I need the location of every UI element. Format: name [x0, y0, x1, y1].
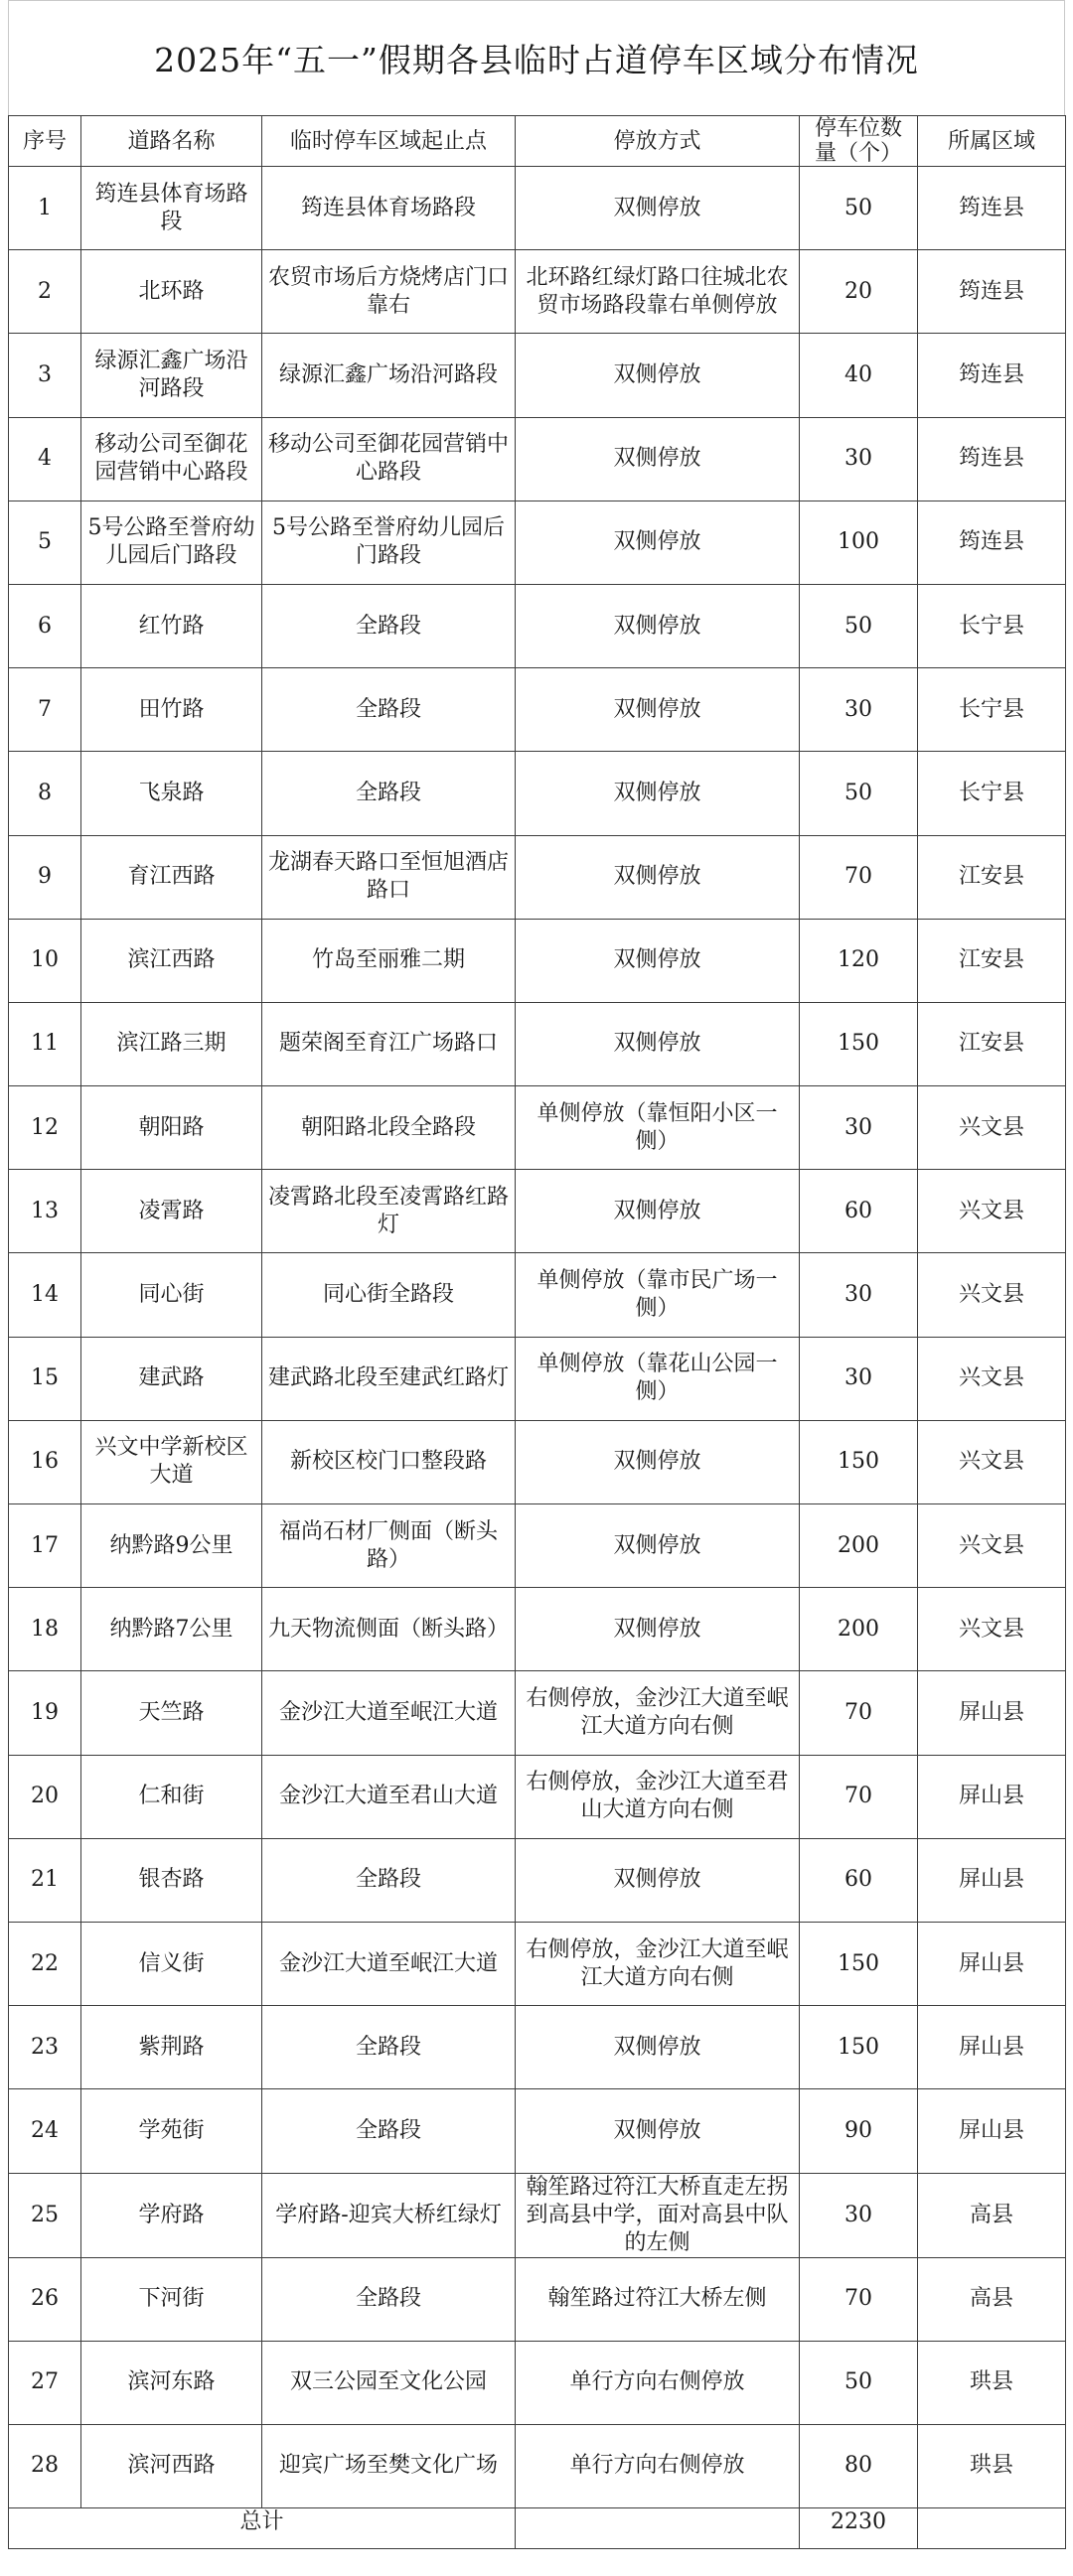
cell-index: 9 [9, 835, 81, 919]
cell-road-name: 紫荆路 [81, 2006, 262, 2089]
cell-county: 屏山县 [918, 1922, 1066, 2005]
cell-index: 27 [9, 2341, 81, 2424]
header-road-name: 道路名称 [81, 116, 262, 167]
table-row [9, 1588, 1066, 1671]
cell-parking-method: 双侧停放 [516, 668, 800, 752]
table-body [9, 167, 1066, 2549]
cell-parking-area: 农贸市场后方烧烤店门口靠右 [262, 250, 516, 334]
cell-county: 兴文县 [918, 1588, 1066, 1671]
table-row [9, 1504, 1066, 1588]
cell-parking-method: 双侧停放 [516, 417, 800, 501]
cell-parking-area: 福尚石材厂侧面（断头路） [262, 1504, 516, 1588]
cell-county: 屏山县 [918, 1755, 1066, 1838]
cell-space-count: 50 [800, 752, 918, 835]
cell-county: 江安县 [918, 919, 1066, 1002]
cell-parking-area: 学府路-迎宾大桥红绿灯 [262, 2173, 516, 2257]
cell-parking-area: 九天物流侧面（断头路） [262, 1588, 516, 1671]
cell-index: 16 [9, 1420, 81, 1503]
cell-space-count: 120 [800, 919, 918, 1002]
parking-table [8, 115, 1066, 2549]
cell-space-count: 50 [800, 584, 918, 667]
total-value: 2230 [800, 2508, 918, 2549]
cell-parking-area: 朝阳路北段全路段 [262, 1086, 516, 1170]
cell-county: 筠连县 [918, 417, 1066, 501]
cell-space-count: 150 [800, 1922, 918, 2005]
table-row [9, 1838, 1066, 1922]
cell-county: 珙县 [918, 2341, 1066, 2424]
cell-parking-method: 双侧停放 [516, 1170, 800, 1253]
table-row [9, 501, 1066, 584]
table-header-row [9, 116, 1066, 167]
cell-road-name: 信义街 [81, 1922, 262, 2005]
table-row [9, 2173, 1066, 2257]
cell-road-name: 滨江路三期 [81, 1002, 262, 1085]
cell-parking-method: 双侧停放 [516, 167, 800, 250]
cell-parking-method: 单侧停放（靠恒阳小区一侧） [516, 1086, 800, 1170]
cell-index: 18 [9, 1588, 81, 1671]
cell-county: 屏山县 [918, 1671, 1066, 1755]
cell-index: 1 [9, 167, 81, 250]
cell-road-name: 建武路 [81, 1337, 262, 1420]
cell-index: 7 [9, 668, 81, 752]
cell-parking-method: 翰笙路过符江大桥左侧 [516, 2257, 800, 2341]
cell-space-count: 30 [800, 1253, 918, 1337]
cell-index: 19 [9, 1671, 81, 1755]
cell-space-count: 150 [800, 1002, 918, 1085]
cell-county: 兴文县 [918, 1504, 1066, 1588]
cell-road-name: 仁和街 [81, 1755, 262, 1838]
table-row [9, 1922, 1066, 2005]
cell-road-name: 同心街 [81, 1253, 262, 1337]
cell-space-count: 60 [800, 1170, 918, 1253]
cell-county: 江安县 [918, 1002, 1066, 1085]
page-title: 2025年“五一”假期各县临时占道停车区域分布情况 [8, 0, 1065, 115]
cell-parking-area: 全路段 [262, 2006, 516, 2089]
cell-parking-method: 右侧停放，金沙江大道至岷江大道方向右侧 [516, 1671, 800, 1755]
cell-county: 珙县 [918, 2424, 1066, 2507]
cell-space-count: 150 [800, 1420, 918, 1503]
cell-space-count: 150 [800, 2006, 918, 2089]
cell-road-name: 下河街 [81, 2257, 262, 2341]
cell-county: 屏山县 [918, 2006, 1066, 2089]
cell-road-name: 5号公路至誉府幼儿园后门路段 [81, 501, 262, 584]
cell-parking-area: 全路段 [262, 668, 516, 752]
cell-index: 11 [9, 1002, 81, 1085]
cell-space-count: 30 [800, 668, 918, 752]
table-row [9, 919, 1066, 1002]
cell-parking-area: 金沙江大道至君山大道 [262, 1755, 516, 1838]
cell-road-name: 筠连县体育场路段 [81, 167, 262, 250]
cell-space-count: 200 [800, 1504, 918, 1588]
cell-county: 江安县 [918, 835, 1066, 919]
header-parking-method: 停放方式 [516, 116, 800, 167]
total-row [9, 2508, 1066, 2549]
cell-road-name: 北环路 [81, 250, 262, 334]
cell-parking-method: 翰笙路过符江大桥直走左拐到高县中学，面对高县中队的左侧 [516, 2173, 800, 2257]
header-index: 序号 [9, 116, 81, 167]
cell-county: 高县 [918, 2173, 1066, 2257]
cell-parking-area: 金沙江大道至岷江大道 [262, 1922, 516, 2005]
cell-parking-area: 全路段 [262, 584, 516, 667]
cell-index: 20 [9, 1755, 81, 1838]
cell-index: 12 [9, 1086, 81, 1170]
cell-space-count: 90 [800, 2089, 918, 2173]
cell-county: 屏山县 [918, 2089, 1066, 2173]
cell-parking-area: 建武路北段至建武红路灯 [262, 1337, 516, 1420]
cell-parking-area: 全路段 [262, 752, 516, 835]
cell-parking-method: 单行方向右侧停放 [516, 2424, 800, 2507]
table-row [9, 417, 1066, 501]
cell-road-name: 红竹路 [81, 584, 262, 667]
cell-parking-method: 双侧停放 [516, 835, 800, 919]
cell-road-name: 朝阳路 [81, 1086, 262, 1170]
cell-index: 23 [9, 2006, 81, 2089]
cell-road-name: 学苑街 [81, 2089, 262, 2173]
total-spacer [516, 2508, 800, 2549]
cell-road-name: 纳黔路9公里 [81, 1504, 262, 1588]
cell-space-count: 60 [800, 1838, 918, 1922]
cell-parking-method: 双侧停放 [516, 1420, 800, 1503]
cell-road-name: 凌霄路 [81, 1170, 262, 1253]
cell-parking-area: 全路段 [262, 1838, 516, 1922]
table-row [9, 334, 1066, 417]
table-row [9, 2341, 1066, 2424]
cell-parking-area: 双三公园至文化公园 [262, 2341, 516, 2424]
cell-space-count: 50 [800, 2341, 918, 2424]
cell-road-name: 学府路 [81, 2173, 262, 2257]
cell-space-count: 70 [800, 1671, 918, 1755]
table-row [9, 1086, 1066, 1170]
cell-road-name: 育江西路 [81, 835, 262, 919]
cell-road-name: 飞泉路 [81, 752, 262, 835]
cell-road-name: 纳黔路7公里 [81, 1588, 262, 1671]
cell-index: 6 [9, 584, 81, 667]
table-row [9, 1253, 1066, 1337]
cell-county: 长宁县 [918, 584, 1066, 667]
cell-parking-area: 同心街全路段 [262, 1253, 516, 1337]
cell-space-count: 30 [800, 2173, 918, 2257]
cell-parking-area: 5号公路至誉府幼儿园后门路段 [262, 501, 516, 584]
cell-space-count: 70 [800, 2257, 918, 2341]
cell-county: 筠连县 [918, 501, 1066, 584]
table-row [9, 2257, 1066, 2341]
cell-parking-area: 全路段 [262, 2257, 516, 2341]
table-row [9, 167, 1066, 250]
cell-county: 筠连县 [918, 250, 1066, 334]
cell-county: 高县 [918, 2257, 1066, 2341]
cell-parking-method: 双侧停放 [516, 752, 800, 835]
cell-index: 28 [9, 2424, 81, 2507]
table-row [9, 1755, 1066, 1838]
cell-parking-area: 新校区校门口整段路 [262, 1420, 516, 1503]
cell-parking-area: 迎宾广场至樊文化广场 [262, 2424, 516, 2507]
cell-index: 5 [9, 501, 81, 584]
cell-county: 长宁县 [918, 752, 1066, 835]
cell-space-count: 100 [800, 501, 918, 584]
table-row [9, 668, 1066, 752]
table-row [9, 1420, 1066, 1503]
cell-parking-area: 全路段 [262, 2089, 516, 2173]
document-sheet [8, 0, 1065, 2576]
cell-space-count: 20 [800, 250, 918, 334]
cell-index: 26 [9, 2257, 81, 2341]
cell-parking-area: 绿源汇鑫广场沿河路段 [262, 334, 516, 417]
cell-road-name: 滨河西路 [81, 2424, 262, 2507]
cell-index: 21 [9, 1838, 81, 1922]
table-row [9, 250, 1066, 334]
cell-county: 兴文县 [918, 1253, 1066, 1337]
cell-parking-area: 移动公司至御花园营销中心路段 [262, 417, 516, 501]
cell-index: 2 [9, 250, 81, 334]
table-row [9, 1337, 1066, 1420]
cell-parking-method: 北环路红绿灯路口往城北农贸市场路段靠右单侧停放 [516, 250, 800, 334]
cell-parking-method: 双侧停放 [516, 1504, 800, 1588]
cell-county: 兴文县 [918, 1170, 1066, 1253]
cell-county: 筠连县 [918, 167, 1066, 250]
cell-space-count: 30 [800, 417, 918, 501]
table-row [9, 1671, 1066, 1755]
table-row [9, 1002, 1066, 1085]
cell-parking-area: 筠连县体育场路段 [262, 167, 516, 250]
cell-road-name: 田竹路 [81, 668, 262, 752]
cell-parking-area: 题荣阁至育江广场路口 [262, 1002, 516, 1085]
cell-space-count: 40 [800, 334, 918, 417]
cell-space-count: 80 [800, 2424, 918, 2507]
total-empty [918, 2508, 1066, 2549]
cell-parking-method: 右侧停放，金沙江大道至君山大道方向右侧 [516, 1755, 800, 1838]
table-row [9, 2006, 1066, 2089]
header-parking-area: 临时停车区域起止点 [262, 116, 516, 167]
cell-county: 屏山县 [918, 1838, 1066, 1922]
cell-space-count: 30 [800, 1337, 918, 1420]
cell-parking-method: 单侧停放（靠花山公园一侧） [516, 1337, 800, 1420]
cell-index: 17 [9, 1504, 81, 1588]
cell-space-count: 200 [800, 1588, 918, 1671]
table-row [9, 584, 1066, 667]
cell-parking-method: 单行方向右侧停放 [516, 2341, 800, 2424]
cell-index: 4 [9, 417, 81, 501]
table-row [9, 1170, 1066, 1253]
header-county: 所属区域 [918, 116, 1066, 167]
cell-road-name: 银杏路 [81, 1838, 262, 1922]
cell-parking-method: 双侧停放 [516, 2006, 800, 2089]
cell-road-name: 天竺路 [81, 1671, 262, 1755]
cell-parking-method: 双侧停放 [516, 2089, 800, 2173]
table-row [9, 835, 1066, 919]
cell-county: 兴文县 [918, 1420, 1066, 1503]
cell-space-count: 30 [800, 1086, 918, 1170]
cell-county: 兴文县 [918, 1086, 1066, 1170]
cell-index: 25 [9, 2173, 81, 2257]
cell-index: 8 [9, 752, 81, 835]
cell-parking-method: 单侧停放（靠市民广场一侧） [516, 1253, 800, 1337]
header-space-count: 停车位数量（个） [800, 116, 918, 167]
cell-parking-area: 金沙江大道至岷江大道 [262, 1671, 516, 1755]
cell-index: 22 [9, 1922, 81, 2005]
cell-road-name: 移动公司至御花园营销中心路段 [81, 417, 262, 501]
cell-road-name: 滨河东路 [81, 2341, 262, 2424]
table-row [9, 752, 1066, 835]
cell-space-count: 70 [800, 1755, 918, 1838]
cell-road-name: 绿源汇鑫广场沿河路段 [81, 334, 262, 417]
cell-road-name: 滨江西路 [81, 919, 262, 1002]
cell-index: 24 [9, 2089, 81, 2173]
cell-space-count: 50 [800, 167, 918, 250]
cell-parking-area: 龙湖春天路口至恒旭酒店路口 [262, 835, 516, 919]
cell-index: 3 [9, 334, 81, 417]
cell-parking-method: 双侧停放 [516, 1588, 800, 1671]
cell-parking-method: 双侧停放 [516, 1002, 800, 1085]
cell-parking-method: 右侧停放，金沙江大道至岷江大道方向右侧 [516, 1922, 800, 2005]
cell-parking-method: 双侧停放 [516, 919, 800, 1002]
table-row [9, 2089, 1066, 2173]
table-row [9, 2424, 1066, 2507]
total-label: 总计 [9, 2508, 516, 2549]
cell-index: 10 [9, 919, 81, 1002]
cell-index: 15 [9, 1337, 81, 1420]
cell-index: 14 [9, 1253, 81, 1337]
cell-parking-method: 双侧停放 [516, 1838, 800, 1922]
cell-county: 长宁县 [918, 668, 1066, 752]
cell-parking-method: 双侧停放 [516, 501, 800, 584]
cell-space-count: 70 [800, 835, 918, 919]
cell-parking-method: 双侧停放 [516, 334, 800, 417]
cell-parking-area: 凌霄路北段至凌霄路红路灯 [262, 1170, 516, 1253]
cell-county: 兴文县 [918, 1337, 1066, 1420]
cell-road-name: 兴文中学新校区大道 [81, 1420, 262, 1503]
cell-index: 13 [9, 1170, 81, 1253]
cell-parking-area: 竹岛至丽雅二期 [262, 919, 516, 1002]
cell-parking-method: 双侧停放 [516, 584, 800, 667]
cell-county: 筠连县 [918, 334, 1066, 417]
